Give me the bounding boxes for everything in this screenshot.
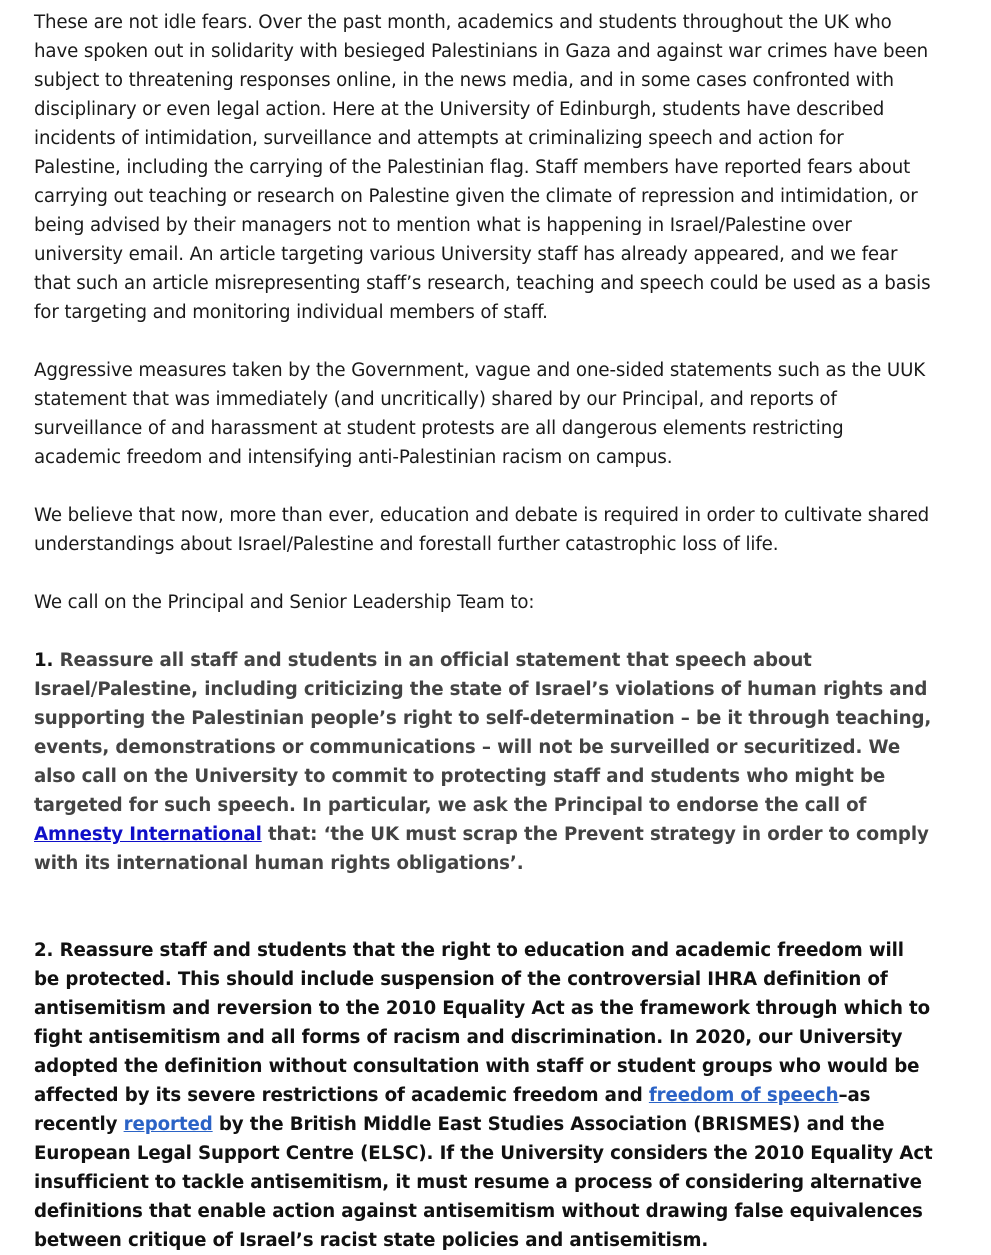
freedom-of-speech-link[interactable]: freedom of speech — [648, 1085, 839, 1106]
paragraph-aggressive-measures: Aggressive measures taken by the Government, vague and one-sided statements such as the UUK statement that was immediately (and uncritically) shared by our Principal, and reports of surveillance of and harassment at student protests are all dangerous elements restricting academic freedom and intensifying anti-Palestinian racism on campus. — [34, 360, 926, 468]
demand-1-text-a: Reassure all staff and students in an official statement that speech about Israel/Palestine, including criticizing the state of Israel’s violations of human rights and supporting the Palestinian people’s right to self-determination – be it through teaching, events, demonstrations or communications – will not be surveilled or securitized. We also call on the University to commit to protecting staff and students who might be targeted for such speech. In particular, we ask the Principal to endorse the call of — [34, 650, 932, 816]
demand-2-text-c: by the British Middle East Studies Association (BRISMES) and the European Legal Support Centre (ELSC). If the University considers the 2010 Equality Act insufficient to tackle antisemitism, it must resume a process of considering alternative definitions that enable action against antisemitism without drawing false equivalences between critique of Israel’s racist state policies and antisemitism. — [34, 1114, 933, 1251]
document-body — [34, 8, 934, 1255]
demand-2 — [34, 936, 934, 1255]
amnesty-international-link[interactable]: Amnesty International — [34, 824, 262, 845]
demand-1-number: 1. — [34, 650, 54, 671]
paragraph-idle-fears: These are not idle fears. Over the past month, academics and students throughout the UK who have spoken out in solidarity with besieged Palestinians in Gaza and against war crimes have been subject to threatening responses online, in the news media, and in some cases confronted with disciplinary or even legal action. Here at the University of Edinburgh, students have described incidents of intimidation, surveillance and attempts at criminalizing speech and action for Palestine, including the carrying of the Palestinian flag. Staff members have reported fears about carrying out teaching or research on Palestine given the climate of repression and intimidation, or being advised by their managers not to mention what is happening in Israel/Palestine over university email. An article targeting various University staff has already appeared, and we fear that such an article misrepresenting staff’s research, teaching and speech could be used as a basis for targeting and monitoring individual members of staff. — [34, 12, 931, 323]
paragraph-education-debate: We believe that now, more than ever, education and debate is required in order to cultivate shared understandings about Israel/Palestine and forestall further catastrophic loss of life. — [34, 505, 930, 555]
paragraph-call-on-principal: We call on the Principal and Senior Leadership Team to: — [34, 592, 535, 613]
demand-2-text-b: –as recently — [34, 1085, 871, 1135]
demand-2-text-a: 2. Reassure staff and students that the right to education and academic freedom will be protected. This should include suspension of the controversial IHRA definition of antisemitism and reversion to the 2010 Equality Act as the framework through which to fight antisemitism and all forms of racism and discrimination. In 2020, our University adopted the definition without consultation with staff or student groups who would be affected by its severe restrictions of academic freedom and — [34, 940, 931, 1106]
demand-1-text-b: that: ‘the UK must scrap the Prevent strategy in order to comply with its international human rights obligations’. — [34, 824, 929, 874]
demand-1 — [34, 646, 934, 878]
reported-link[interactable]: reported — [123, 1114, 213, 1135]
